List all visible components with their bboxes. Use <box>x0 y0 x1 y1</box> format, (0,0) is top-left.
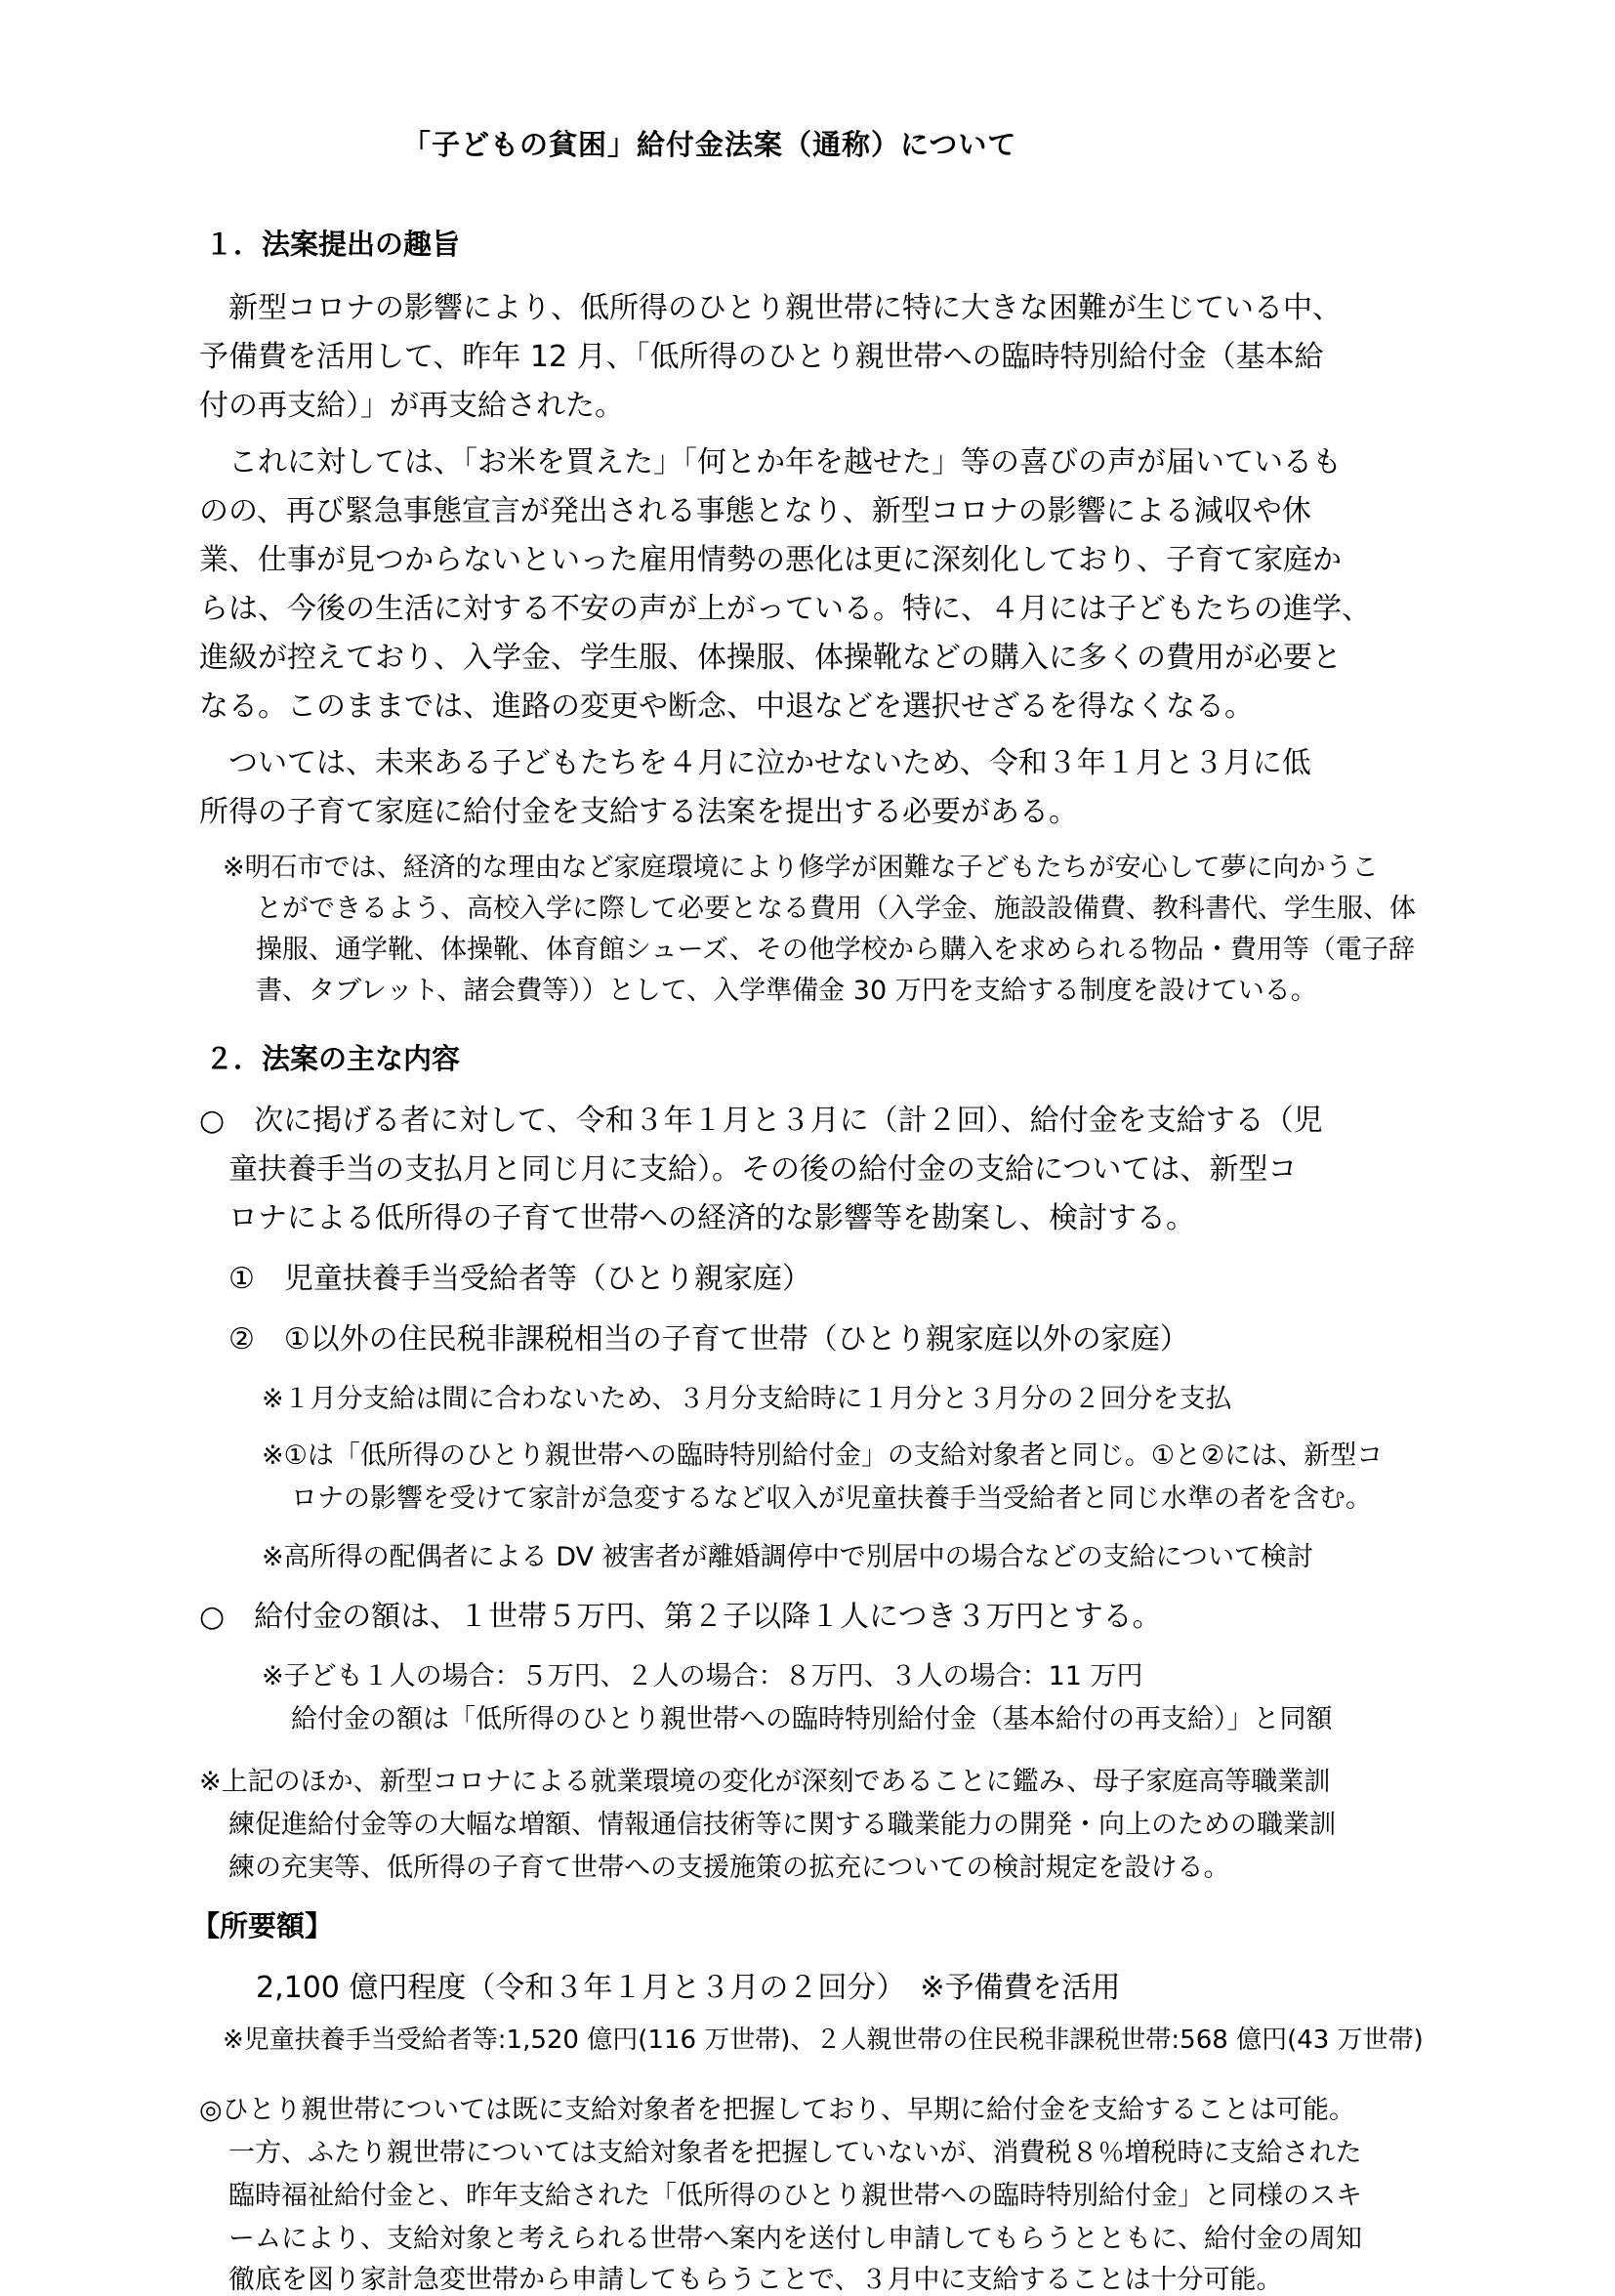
section1-p2-line: 進級が控えており、入学金、学生服、体操服、体操靴などの購入に多くの費用が必要と <box>199 641 1342 675</box>
section2-note5-line: 練促進給付金等の大幅な増額、情報通信技術等に関する職業能力の開発・向上のための職業訓 <box>228 1810 1336 1840</box>
section1-p2-line: これに対しては、「お米を買えた」「何とか年を越せた」等の喜びの声が届いているも <box>228 445 1342 480</box>
section2-note3: ※高所得の配偶者による DV 被害者が離婚調停中で別居中の場合などの支給について検討 <box>262 1542 1314 1572</box>
section1-p2-line: 業、仕事が見つからないといった雇用情勢の悪化は更に深刻化しており、子育て家庭か <box>199 543 1342 577</box>
section1-p3-line: ついては、未来ある子どもたちを４月に泣かせないため、令和３年１月と３月に低 <box>228 746 1311 780</box>
section1-p1-line: 新型コロナの影響により、低所得のひとり親世帯に特に大きな困難が生じている中、 <box>228 291 1342 325</box>
section1-note-line: とができるよう、高校入学に際して必要となる費用（入学金、施設設備費、教科書代、学生服、体 <box>256 894 1416 924</box>
section1-note-line: 操服、通学靴、体操靴、体育館シューズ、その他学校から購入を求められる物品・費用等（電子辞 <box>256 935 1415 965</box>
section2-bullet2: ○ 給付金の額は、１世帯５万円、第２子以降１人につき３万円とする。 <box>199 1600 1162 1634</box>
section1-p2-line: らは、今後の生活に対する不安の声が上がっている。特に、４月には子どもたちの進学、 <box>199 592 1371 626</box>
section1-p1-line: 付の再支給）」が再支給された。 <box>199 389 624 423</box>
cost-amount: 2,100 億円程度（令和３年１月と３月の２回分） ※予備費を活用 <box>256 1971 1121 2005</box>
cost-heading: 【所要額】 <box>191 1909 334 1942</box>
section1-p3-line: 所得の子育て家庭に給付金を支給する法案を提出する必要がある。 <box>199 795 1078 829</box>
closing-line: ームにより、支給対象と考えられる世帯へ案内を送付し申請してもらうとともに、給付金の周知 <box>228 2224 1362 2254</box>
section2-note4-line: ※子ども１人の場合：５万円、２人の場合：８万円、３人の場合：11 万円 <box>262 1661 1143 1691</box>
closing-line: 徹底を図り家計急変世帯から申請してもらうことで、３月中に支給することは十分可能。 <box>228 2265 1283 2295</box>
closing-line: 臨時福祉給付金と、昨年支給された「低所得のひとり親世帯への臨時特別給付金」と同様のスキ <box>228 2181 1362 2211</box>
section2-note1: ※１月分支給は間に合わないため、３月分支給時に１月分と３月分の２回分を支払 <box>262 1384 1232 1414</box>
section1-p1-line: 予備費を活用して、昨年 12 月、「低所得のひとり親世帯への臨時特別給付金（基本給 <box>199 340 1324 374</box>
section1-heading: １．法案提出の趣旨 <box>205 228 461 261</box>
section2-item2: ② ①以外の住民税非課税相当の子育て世帯（ひとり親家庭以外の家庭） <box>228 1322 1189 1357</box>
closing-line: ◎ひとり親世帯については既に支給対象者を把握しており、早期に給付金を支給することは可能。 <box>199 2095 1356 2125</box>
section2-note2-line: ※①は「低所得のひとり親世帯への臨時特別給付金」の支給対象者と同じ。①と②には、新型コ <box>262 1440 1384 1471</box>
section2-bullet1-line: ○ 次に掲げる者に対して、令和３年１月と３月に（計２回）、給付金を支給する（児 <box>199 1104 1323 1138</box>
closing-line: 一方、ふたり親世帯については支給対象者を把握していないが、消費税８％増税時に支給された <box>228 2138 1362 2168</box>
section2-note5-line: 練の充実等、低所得の子育て世帯への支援施策の拡充についての検討規定を設ける。 <box>228 1853 1230 1883</box>
section2-note5-line: ※上記のほか、新型コロナによる就業環境の変化が深刻であることに鑑み、母子家庭高等職業訓 <box>199 1767 1331 1797</box>
section2-note4-line: 給付金の額は「低所得のひとり親世帯への臨時特別給付金（基本給付の再支給）」と同額 <box>291 1704 1333 1734</box>
section1-note-line: 書、タブレット、諸会費等））として、入学準備金 30 万円を支給する制度を設けている。 <box>256 976 1317 1006</box>
section2-bullet1-line: ロナによる低所得の子育て世帯への経済的な影響等を勘案し、検討する。 <box>228 1201 1195 1235</box>
section1-p2-line: のの、再び緊急事態宣言が発出される事態となり、新型コロナの影響による減収や休 <box>199 494 1311 528</box>
section1-p2-line: なる。このままでは、進路の変更や断念、中退などを選択せざるを得なくなる。 <box>199 689 1254 724</box>
section1-note-line: ※明石市では、経済的な理由など家庭環境により修学が困難な子どもたちが安心して夢に向かうこ <box>223 853 1379 883</box>
section2-note2-line: ロナの影響を受けて家計が急変するなど収入が児童扶養手当受給者と同じ水準の者を含む。 <box>291 1483 1372 1514</box>
document-title: 「子どもの貧困」給付金法案（通称）について <box>402 128 1017 161</box>
cost-breakdown: ※児童扶養手当受給者等:1,520 億円(116 万世帯)、２人親世帯の住民税非課税世帯:568 億円(43 万世帯) <box>223 2025 1424 2055</box>
section2-bullet1-line: 童扶養手当の支払月と同じ月に支給）。その後の給付金の支給については、新型コ <box>228 1152 1298 1187</box>
section2-item1: ① 児童扶養手当受給者等（ひとり親家庭） <box>228 1262 811 1296</box>
section2-heading: ２．法案の主な内容 <box>205 1042 461 1075</box>
